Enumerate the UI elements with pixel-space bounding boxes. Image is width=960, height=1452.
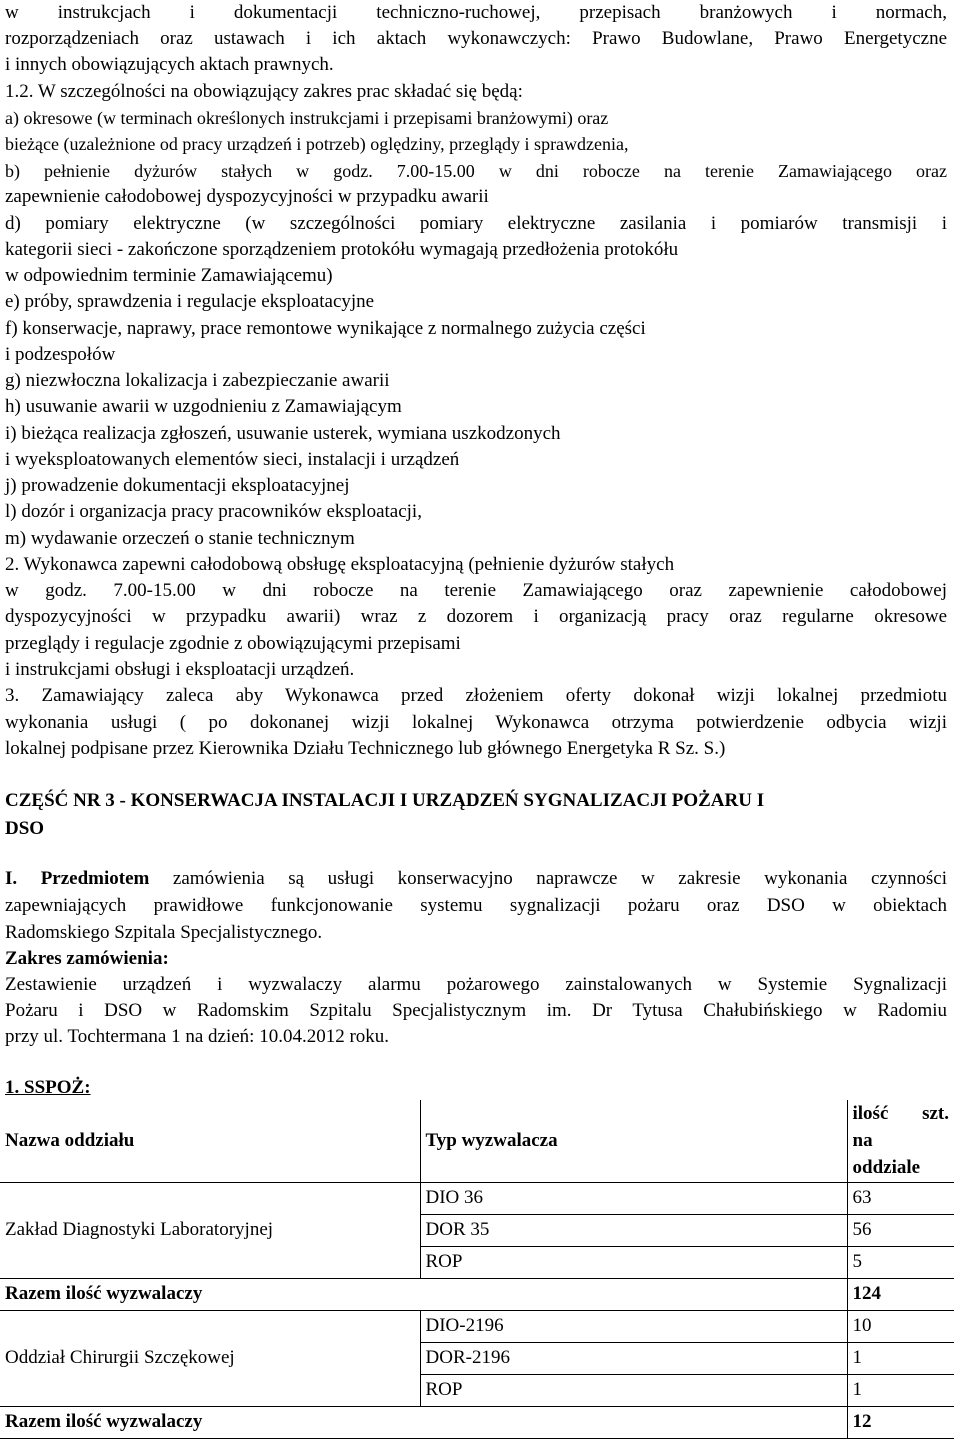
department-name: Oddział Chirurgii Szczękowej bbox=[0, 1310, 420, 1406]
department-name: Zakład Diagnostyki Laboratoryjnej bbox=[0, 1182, 420, 1278]
text-line: kategorii sieci - zakończone sporządzeniem protokółu wymagają przedłożenia protokółu bbox=[5, 239, 679, 260]
header-quantity-line-2: na bbox=[852, 1130, 873, 1152]
text-line: lokalnej podpisane przez Kierownika Działu Technicznego lub głównego Energetyka R Sz. S.) bbox=[5, 738, 726, 759]
text-line: b) pełnienie dyżurów stałych w godz. 7.00-15.00 w dni robocze na terenie Zamawiającego oraz bbox=[5, 161, 947, 181]
text-line: w odpowiednim terminie Zamawiającemu) bbox=[5, 265, 333, 286]
text-line: d) pomiary elektryczne (w szczególności pomiary elektryczne zasilania i pomiarów transmisji i bbox=[5, 213, 947, 234]
text-line: bieżące (uzależnione od pracy urządzeń i potrzeb) oględziny, przeglądy i sprawdzenia, bbox=[5, 134, 629, 154]
trigger-type: DOR-2196 bbox=[420, 1342, 847, 1374]
trigger-type: DOR 35 bbox=[420, 1214, 847, 1246]
total-label: Razem ilość wyzwalaczy bbox=[0, 1278, 847, 1310]
text-line: j) prowadzenie dokumentacji eksploatacyjnej bbox=[5, 475, 350, 496]
text-line: g) niezwłoczna lokalizacja i zabezpieczanie awarii bbox=[5, 370, 390, 391]
text-line: l) dozór i organizacja pracy pracowników eksploatacji, bbox=[5, 501, 422, 522]
trigger-quantity: 5 bbox=[847, 1246, 954, 1278]
text-line: f) konserwacje, naprawy, prace remontowe wynikające z normalnego zużycia części bbox=[5, 318, 646, 339]
header-quantity-line-1: ilość szt. bbox=[852, 1103, 949, 1125]
text-line: zapewnienie całodobowej dyspozycyjności w przypadku awarii bbox=[5, 186, 489, 207]
trigger-type: DIO 36 bbox=[420, 1182, 847, 1214]
text-line: e) próby, sprawdzenia i regulacje eksploatacyjne bbox=[5, 291, 375, 312]
text-line: i podzespołów bbox=[5, 344, 116, 365]
trigger-type: ROP bbox=[420, 1374, 847, 1406]
subsection-heading: 1. SSPOŻ: bbox=[5, 1077, 91, 1098]
trigger-quantity: 63 bbox=[847, 1182, 954, 1214]
text-line: w godz. 7.00-15.00 w dni robocze na terenie Zamawiającego oraz zapewnienie całodobowej bbox=[5, 580, 947, 601]
text-line: i) bieżąca realizacja zgłoszeń, usuwanie usterek, wymiana uszkodzonych bbox=[5, 423, 561, 444]
section-heading-continued: DSO bbox=[5, 818, 45, 839]
text-line: w instrukcjach i dokumentacji techniczno-ruchowej, przepisach branżowych i normach, bbox=[5, 2, 947, 23]
text-line: 2. Wykonawca zapewni całodobową obsługę eksploatacyjną (pełnienie dyżurów stałych bbox=[5, 554, 675, 575]
scope-line-1: Zestawienie urządzeń i wyzwalaczy alarmu pożarowego zainstalowanych w Systemie Sygnalizacji bbox=[5, 974, 947, 995]
total-row bbox=[0, 1278, 954, 1310]
section-heading: CZĘŚĆ NR 3 - KONSERWACJA INSTALACJI I URZĄDZEŃ SYGNALIZACJI POŻARU I bbox=[5, 790, 765, 811]
trigger-quantity: 10 bbox=[847, 1310, 954, 1342]
table-body bbox=[0, 1182, 954, 1438]
text-line: dyspozycyjności w przypadku awarii) wraz z dozorem i organizacją pracy oraz regularne okresowe bbox=[5, 606, 947, 627]
header-quantity bbox=[847, 1100, 954, 1182]
intro-rest: zamówienia są usługi konserwacyjno naprawcze w zakresie wykonania czynności bbox=[149, 868, 947, 889]
intro-line-3: Radomskiego Szpitala Specjalistycznego. bbox=[5, 922, 323, 943]
scope-line-2: Pożaru i DSO w Radomskim Szpitalu Specjalistycznym im. Dr Tytusa Chałubińskiego w Radomiu bbox=[5, 1000, 947, 1021]
trigger-quantity: 56 bbox=[847, 1214, 954, 1246]
text-line: a) okresowe (w terminach określonych instrukcjami i przepisami branżowymi) oraz bbox=[5, 108, 609, 128]
total-row bbox=[0, 1406, 954, 1438]
text-line: 1.2. W szczególności na obowiązujący zakres prac składać się będą: bbox=[5, 81, 523, 102]
total-value: 12 bbox=[847, 1406, 954, 1438]
text-line: h) usuwanie awarii w uzgodnieniu z Zamawiającym bbox=[5, 396, 402, 417]
intro-line-2: zapewniających prawidłowe funkcjonowanie systemu sygnalizacji pożaru oraz DSO w obiektach bbox=[5, 895, 947, 916]
trigger-type: ROP bbox=[420, 1246, 847, 1278]
table-header-row bbox=[0, 1100, 954, 1182]
text-line: i innych obowiązujących aktach prawnych. bbox=[5, 54, 334, 75]
text-line: wykonania usługi ( po dokonanej wizji lokalnej Wykonawca otrzyma potwierdzenie odbycia wizji bbox=[5, 712, 947, 733]
scope-label: Zakres zamówienia: bbox=[5, 948, 169, 969]
text-line: 3. Zamawiający zaleca aby Wykonawca przed złożeniem oferty dokonał wizji lokalnej przedmiotu bbox=[5, 685, 947, 706]
header-trigger-type: Typ wyzwalacza bbox=[420, 1100, 847, 1182]
trigger-type: DIO-2196 bbox=[420, 1310, 847, 1342]
intro-bold: I. Przedmiotem bbox=[5, 868, 150, 889]
header-quantity-line-3: oddziale bbox=[852, 1157, 921, 1179]
trigger-quantity: 1 bbox=[847, 1342, 954, 1374]
text-line: rozporządzeniach oraz ustawach i ich aktach wykonawczych: Prawo Budowlane, Prawo Energetyczne bbox=[5, 28, 947, 49]
scope-line-3: przy ul. Tochtermana 1 na dzień: 10.04.2012 roku. bbox=[5, 1026, 390, 1047]
total-value: 124 bbox=[847, 1278, 954, 1310]
total-label: Razem ilość wyzwalaczy bbox=[0, 1406, 847, 1438]
text-line: m) wydawanie orzeczeń o stanie technicznym bbox=[5, 528, 355, 549]
text-line: przeglądy i regulacje zgodnie z obowiązującymi przepisami bbox=[5, 633, 461, 654]
devices-table bbox=[0, 1100, 954, 1439]
text-line: i instrukcjami obsługi i eksploatacji urządzeń. bbox=[5, 659, 355, 680]
intro-line-1 bbox=[5, 866, 947, 892]
trigger-quantity: 1 bbox=[847, 1374, 954, 1406]
header-department: Nazwa oddziału bbox=[0, 1100, 420, 1182]
table-row bbox=[0, 1182, 954, 1214]
table-row bbox=[0, 1310, 954, 1342]
text-line: i wyeksploatowanych elementów sieci, instalacji i urządzeń bbox=[5, 449, 460, 470]
